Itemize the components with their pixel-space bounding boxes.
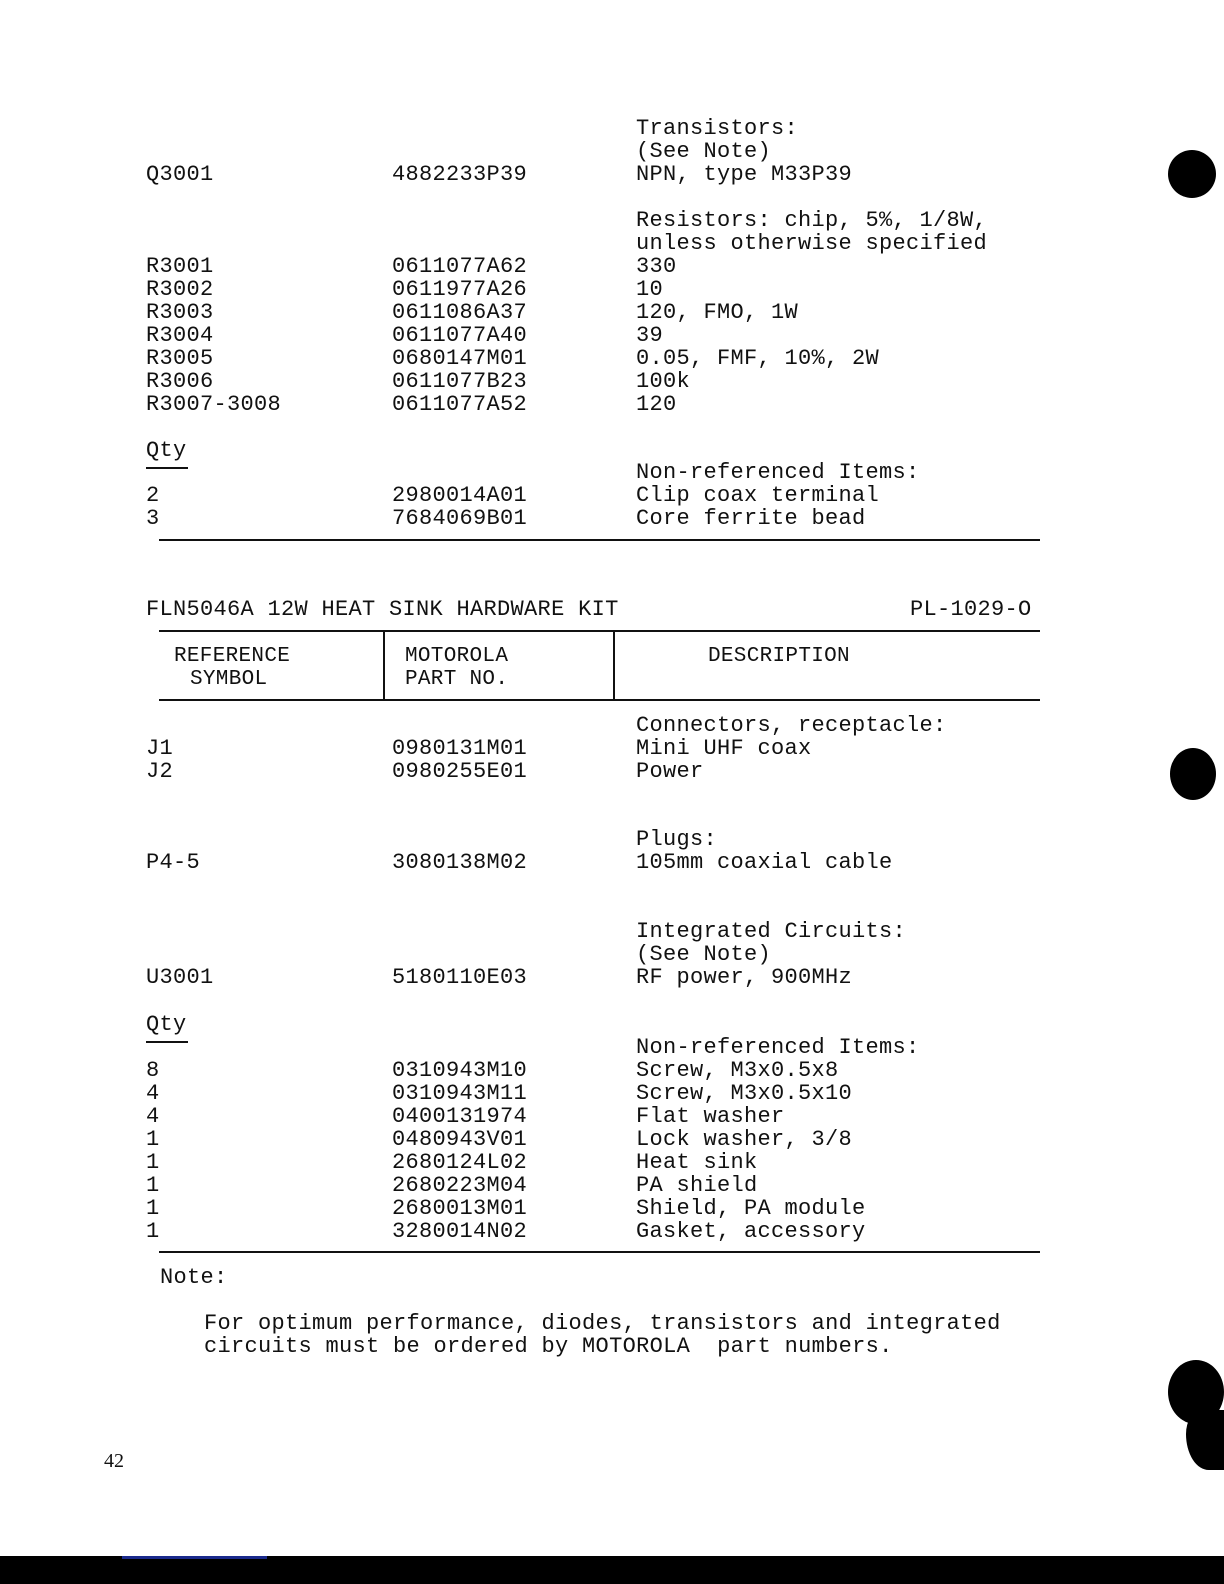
ref-symbol: R3007-3008	[146, 392, 282, 417]
ref-symbol: R3003	[146, 300, 214, 325]
ref-symbol: R3005	[146, 346, 214, 371]
part-number: 0611077A52	[392, 392, 528, 417]
ref-symbol: R3001	[146, 254, 214, 279]
qty-value: 1	[146, 1173, 160, 1198]
ref-symbol: J1	[146, 736, 174, 761]
description: Heat sink	[636, 1150, 758, 1175]
description: 330	[636, 254, 677, 279]
connectors-heading: Connectors, receptacle:	[636, 713, 947, 738]
col-ref-label-2: SYMBOL	[190, 668, 268, 691]
qty-value: 4	[146, 1104, 160, 1129]
scan-bottom-edge	[0, 1556, 1224, 1584]
scan-edge-mark	[1186, 1410, 1224, 1470]
part-number: 5180110E03	[392, 965, 528, 990]
description: Mini UHF coax	[636, 736, 812, 761]
qty-value: 1	[146, 1196, 160, 1221]
resistors-heading-2: unless otherwise specified	[636, 231, 988, 256]
description: 0.05, FMF, 10%, 2W	[636, 346, 880, 371]
col-ref-label-1: REFERENCE	[174, 645, 291, 668]
qty-value: 8	[146, 1058, 160, 1083]
qty-value: 1	[146, 1219, 160, 1244]
qty-value: 2	[146, 483, 160, 508]
part-number: 0611077A62	[392, 254, 528, 279]
page-number: 42	[104, 1450, 124, 1472]
description: NPN, type M33P39	[636, 162, 853, 187]
resistors-heading-1: Resistors: chip, 5%, 1/8W,	[636, 208, 988, 233]
description: Clip coax terminal	[636, 483, 880, 508]
punch-hole-mark	[1170, 748, 1216, 800]
qty-value: 4	[146, 1081, 160, 1106]
kit-doc-id: PL-1029-O	[910, 597, 1032, 622]
part-number: 3280014N02	[392, 1219, 528, 1244]
description: Gasket, accessory	[636, 1219, 866, 1244]
ref-symbol: R3006	[146, 369, 214, 394]
part-number: 0400131974	[392, 1104, 528, 1129]
part-number: 0480943V01	[392, 1127, 528, 1152]
description: PA shield	[636, 1173, 758, 1198]
ref-symbol: Q3001	[146, 162, 214, 187]
header-divider	[383, 630, 385, 700]
description: Flat washer	[636, 1104, 785, 1129]
part-number: 0611086A37	[392, 300, 528, 325]
part-number: 2680223M04	[392, 1173, 528, 1198]
nonref-heading: Non-referenced Items:	[636, 1035, 920, 1060]
note-line-1: For optimum performance, diodes, transistors and integrated	[204, 1311, 1001, 1336]
part-number: 0611077B23	[392, 369, 528, 394]
transistors-heading: Transistors:	[636, 116, 799, 141]
description: Power	[636, 759, 704, 784]
description: 39	[636, 323, 664, 348]
ref-symbol: R3004	[146, 323, 214, 348]
punch-hole-mark	[1168, 150, 1216, 198]
part-number: 4882233P39	[392, 162, 528, 187]
col-desc-label: DESCRIPTION	[708, 645, 850, 668]
qty-underline	[146, 1041, 188, 1043]
part-number: 2680013M01	[392, 1196, 528, 1221]
kit-title: FLN5046A 12W HEAT SINK HARDWARE KIT	[146, 597, 619, 622]
qty-value: 1	[146, 1127, 160, 1152]
ref-symbol: J2	[146, 759, 174, 784]
ics-note: (See Note)	[636, 942, 772, 967]
qty-underline	[146, 467, 188, 469]
description: Screw, M3x0.5x8	[636, 1058, 839, 1083]
qty-value: 3	[146, 506, 160, 531]
part-number: 2980014A01	[392, 483, 528, 508]
description: 105mm coaxial cable	[636, 850, 893, 875]
qty-label: Qty	[146, 438, 187, 463]
description: Screw, M3x0.5x10	[636, 1081, 853, 1106]
description: Lock washer, 3/8	[636, 1127, 853, 1152]
header-divider	[613, 630, 615, 700]
qty-value: 1	[146, 1150, 160, 1175]
part-number: 0611977A26	[392, 277, 528, 302]
ref-symbol: P4-5	[146, 850, 201, 875]
description: 100k	[636, 369, 691, 394]
part-number: 0680147M01	[392, 346, 528, 371]
description: 10	[636, 277, 664, 302]
part-number: 0310943M11	[392, 1081, 528, 1106]
transistors-note: (See Note)	[636, 139, 772, 164]
part-number: 0611077A40	[392, 323, 528, 348]
section-divider	[159, 1251, 1040, 1253]
header-bottom-rule	[159, 699, 1040, 701]
ref-symbol: R3002	[146, 277, 214, 302]
part-number: 3080138M02	[392, 850, 528, 875]
nonref-heading: Non-referenced Items:	[636, 460, 920, 485]
description: Core ferrite bead	[636, 506, 866, 531]
part-number: 2680124L02	[392, 1150, 528, 1175]
description: 120, FMO, 1W	[636, 300, 799, 325]
part-number: 0310943M10	[392, 1058, 528, 1083]
ics-heading: Integrated Circuits:	[636, 919, 907, 944]
description: 120	[636, 392, 677, 417]
note-line-2: circuits must be ordered by MOTOROLA part numbers.	[204, 1334, 893, 1359]
plugs-heading: Plugs:	[636, 827, 718, 852]
part-number: 0980131M01	[392, 736, 528, 761]
ref-symbol: U3001	[146, 965, 214, 990]
qty-label: Qty	[146, 1012, 187, 1037]
note-label: Note:	[160, 1265, 228, 1290]
scan-bottom-edge-tint	[122, 1556, 267, 1559]
description: RF power, 900MHz	[636, 965, 853, 990]
part-number: 0980255E01	[392, 759, 528, 784]
col-part-label-2: PART NO.	[405, 668, 509, 691]
description: Shield, PA module	[636, 1196, 866, 1221]
header-top-rule	[159, 630, 1040, 632]
section-divider	[159, 539, 1040, 541]
col-part-label-1: MOTOROLA	[405, 645, 509, 668]
part-number: 7684069B01	[392, 506, 528, 531]
